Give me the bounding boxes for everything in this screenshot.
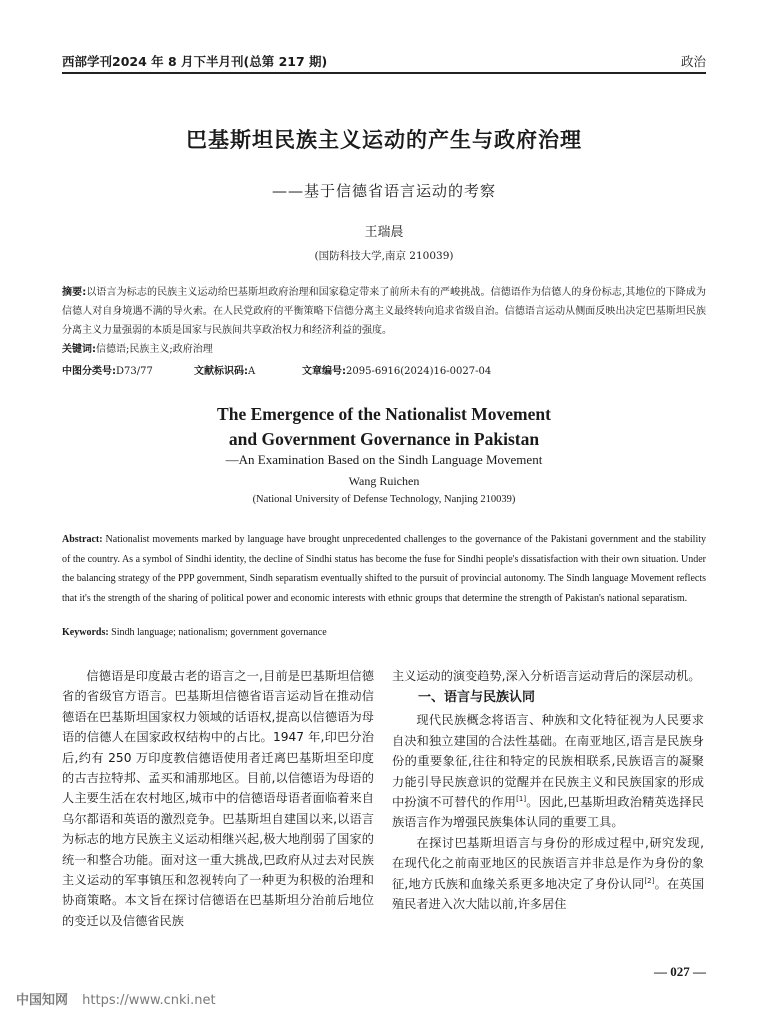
running-header <box>62 50 706 72</box>
citation-ref[interactable]: [1] <box>516 794 527 803</box>
document-code: 文献标识码:A <box>194 366 256 377</box>
article-number: 文章编号:2095-6916(2024)16-0027-04 <box>302 366 492 377</box>
affiliation-en: (National University of Defense Technology, Nanjing 210039) <box>252 494 516 505</box>
author-name-cn: 王瑞晨 <box>364 225 404 240</box>
citation-ref[interactable]: [2] <box>644 876 655 885</box>
section-label: 政治 <box>680 54 706 69</box>
abstract-en-label: Abstract: <box>62 534 103 545</box>
affiliation-cn: (国防科技大学,南京 210039) <box>314 250 454 262</box>
body-column-right <box>392 666 704 914</box>
title-en-line-2: and Government Governance in Pakistan <box>228 429 540 449</box>
journal-issue-info: 西部学刊2024 年 8 月下半月刊(总第 217 期) <box>62 54 328 69</box>
article-title-cn: 巴基斯坦民族主义运动的产生与政府治理 <box>186 128 582 152</box>
keywords-cn-label: 关键词: <box>62 344 96 355</box>
abstract-en-text: Nationalist movements marked by language have brought unprecedented challenges to the governance of the Pakistani government and the stability of the country. As a symbol of Sindhi identity, the decline of Sindhi status has become the fuse for Sindhi people's dissatisfaction with their own situation. Under the balancing strategy of the PPP government, Sindh separatism eventually shifted to the pursuit of provincial autonomy. The Sindh language Movement reflects that it's the strength of the sharing of political power and economic interests with ethnic groups that determine the strength of Pakistan's national separatism. <box>62 534 707 604</box>
section-heading: 一、语言与民族认同 <box>418 690 536 706</box>
body-paragraph-continued: 主义运动的演变趋势,深入分析语言运动背后的深层动机。 <box>392 669 701 683</box>
keywords-en-label: Keywords: <box>62 627 109 638</box>
body-paragraph: 在探讨巴基斯坦语言与身份的形成过程中,研究发现,在现代化之前南亚地区的民族语言并非总是作为身份的象征,地方氏族和血缘关系更多地决定了身份认同[2]。在英国殖民者进入次大陆以前,许多居住 <box>392 835 705 912</box>
abstract-en <box>62 530 706 608</box>
abstract-cn-text: 以语言为标志的民族主义运动给巴基斯坦政府治理和国家稳定带来了前所未有的严峻挑战。信德语作为信德人的身份标志,其地位的下降成为信德人对自身境遇不满的导火索。在人民党政府的平衡策略下信德分离主义最终转向追求省级自治。信德语言运动从侧面反映出决定巴基斯坦民族分离主义力量强弱的本质是国家与民族间共享政治权力和经济利益的强度。 <box>62 287 706 336</box>
header-rule <box>62 72 706 74</box>
article-subtitle-en: —An Examination Based on the Sindh Language Movement <box>225 452 543 467</box>
abstract-cn-label: 摘要: <box>62 287 87 298</box>
clc-number: 中图分类号:D73/77 <box>62 366 153 377</box>
body-paragraph: 现代民族概念将语言、种族和文化特征视为人民要求自决和独立建国的合法性基础。在南亚地区,语言是民族身份的重要象征,往往和特定的民族相联系,民族语言的凝聚力能引导民族意识的觉醒并在民族主义和民族国家的形成中扮演不可替代的作用[1]。因此,巴基斯坦政治精英选择民族语言作为增强民族集体认同的重要工具。 <box>392 713 704 830</box>
author-name-en: Wang Ruichen <box>348 474 420 488</box>
article-title-en <box>0 402 768 452</box>
cnki-url[interactable]: https://www.cnki.net <box>82 993 216 1008</box>
page-number: — 027 — <box>654 964 706 979</box>
title-en-line-1: The Emergence of the Nationalist Movement <box>217 404 551 424</box>
watermark-footer <box>16 989 216 1008</box>
article-subtitle-cn: ——基于信德省语言运动的考察 <box>271 182 496 200</box>
body-paragraph: 信德语是印度最古老的语言之一,目前是巴基斯坦信德省的省级官方语言。巴基斯坦信德省语言运动旨在推动信德语在巴基斯坦国家权力领域的话语权,提高以信德语为母语的信德人在国家政权结构中的占比。1947 年,印巴分治后,约有 250 万印度教信德语使用者迁离巴基斯坦至印度的古吉拉特邦、孟买和浦那地区。目前,以信德语为母语的人主要生活在农村地区,城市中的信德语母语者面临着来自乌尔都语和英语的激烈竞争。巴基斯坦自建国以来,以语言为标志的地方民族主义运动相继兴起,极大地削弱了国家的统一和整合功能。面对这一重大挑战,巴政府从过去对民族主义运动的军事镇压和忽视转向了一种更为积极的治理和协商策略。本文旨在探讨信德语在巴基斯坦分治前后地位的变迁以及信德省民族 <box>62 669 374 928</box>
abstract-cn <box>62 283 706 340</box>
cnki-logo-text: 中国知网 <box>16 993 69 1008</box>
body-column-left <box>62 666 374 931</box>
keywords-en <box>62 627 706 638</box>
keywords-en-text: Sindh language; nationalism; government governance <box>111 627 327 638</box>
keywords-cn <box>62 340 706 355</box>
classification-line <box>62 362 706 377</box>
keywords-cn-text: 信德语;民族主义;政府治理 <box>96 344 213 355</box>
